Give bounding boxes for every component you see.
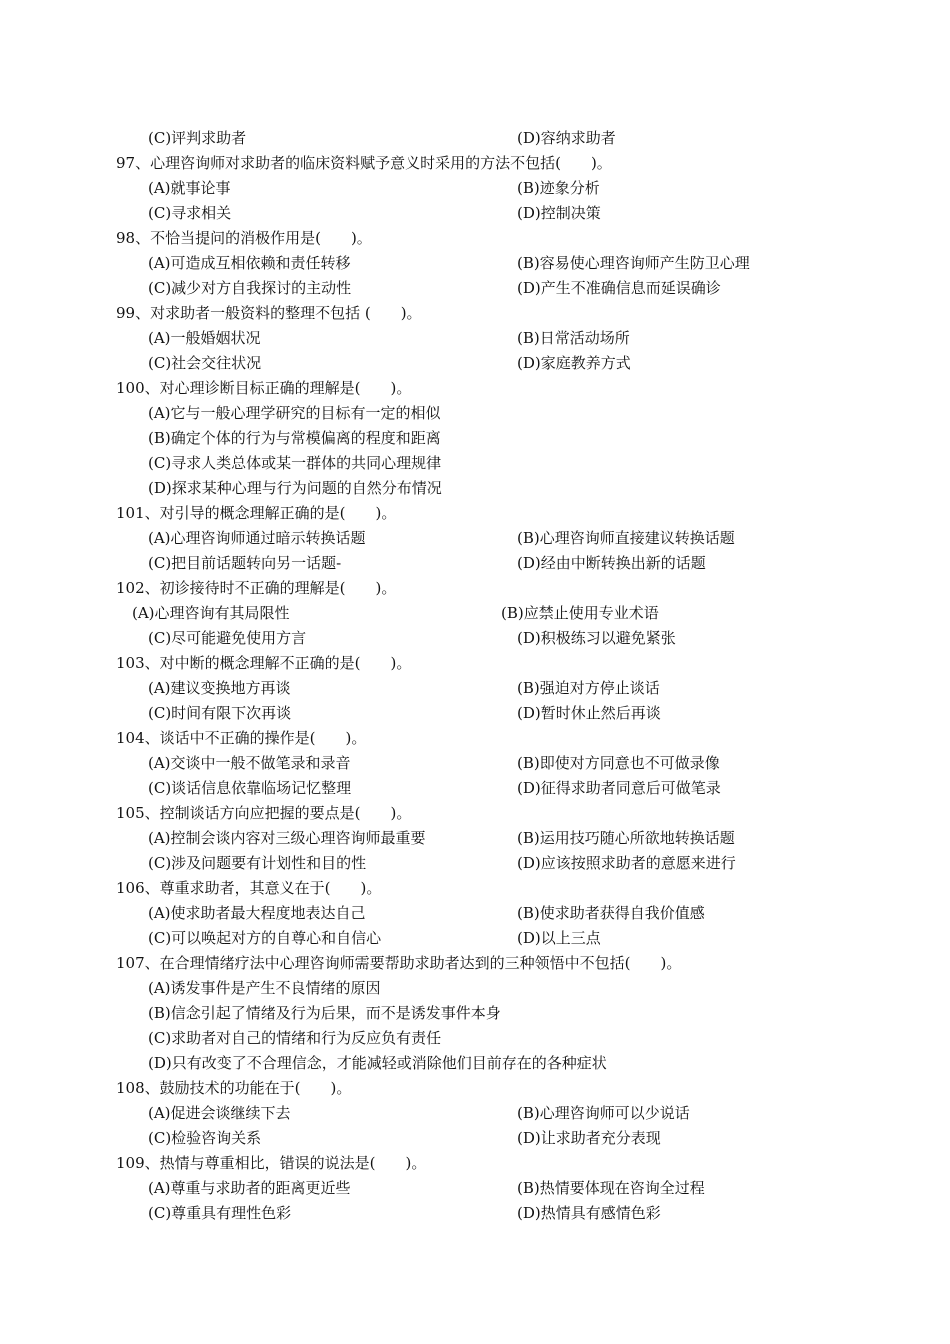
answer-option: (D)积极练习以避免紧张: [517, 629, 676, 647]
question-stem: 100、对心理诊断目标正确的理解是( )。: [116, 379, 412, 397]
answer-option: (D)应该按照求助者的意愿来进行: [517, 854, 736, 872]
answer-option: (C)尽可能避免使用方言: [148, 629, 307, 647]
answer-option: (D)只有改变了不合理信念，才能减轻或消除他们目前存在的各种症状: [148, 1054, 607, 1072]
answer-option: (B)信念引起了情绪及行为后果，而不是诱发事件本身: [148, 1004, 501, 1022]
answer-option: (A)使求助者最大程度地表达自己: [148, 904, 366, 922]
question-stem: 103、对中断的概念理解不正确的是( )。: [116, 654, 412, 672]
answer-option: (D)家庭教养方式: [517, 354, 631, 372]
answer-option: (A)交谈中一般不做笔录和录音: [148, 754, 351, 772]
answer-option: (B)迹象分析: [517, 179, 600, 197]
answer-option: (C)可以唤起对方的自尊心和自信心: [148, 929, 382, 947]
answer-option: (D)热情具有感情色彩: [517, 1204, 661, 1222]
answer-option: (B)强迫对方停止谈话: [517, 679, 660, 697]
question-stem: 101、对引导的概念理解正确的是( )。: [116, 504, 397, 522]
answer-option: (B)热情要体现在咨询全过程: [517, 1179, 705, 1197]
question-stem: 107、在合理情绪疗法中心理咨询师需要帮助求助者达到的三种领悟中不包括( )。: [116, 954, 682, 972]
answer-option: (C)寻求人类总体或某一群体的共同心理规律: [148, 454, 442, 472]
answer-option: (D)以上三点: [517, 929, 601, 947]
answer-option: (C)谈话信息依靠临场记忆整理: [148, 779, 352, 797]
answer-option: (B)确定个体的行为与常模偏离的程度和距离: [148, 429, 441, 447]
answer-option: (A)控制会谈内容对三级心理咨询师最重要: [148, 829, 426, 847]
question-stem: 108、鼓励技术的功能在于( )。: [116, 1079, 352, 1097]
answer-option: (C)减少对方自我探讨的主动性: [148, 279, 352, 297]
question-stem: 105、控制谈话方向应把握的要点是( )。: [116, 804, 412, 822]
answer-option: (A)建议变换地方再谈: [148, 679, 291, 697]
answer-option: (D)让求助者充分表现: [517, 1129, 661, 1147]
answer-option: (C)涉及问题要有计划性和目的性: [148, 854, 367, 872]
answer-option: (B)即使对方同意也不可做录像: [517, 754, 720, 772]
answer-option: (D)控制决策: [517, 204, 601, 222]
question-stem: 109、热情与尊重相比，错误的说法是( )。: [116, 1154, 427, 1172]
answer-option: (C)尊重具有理性色彩: [148, 1204, 292, 1222]
answer-option: (A)可造成互相依赖和责任转移: [148, 254, 351, 272]
question-stem: 104、谈话中不正确的操作是( )。: [116, 729, 367, 747]
answer-option: (B)运用技巧随心所欲地转换话题: [517, 829, 735, 847]
answer-option: (B)容易使心理咨询师产生防卫心理: [517, 254, 750, 272]
answer-option: (A)一般婚姻状况: [148, 329, 261, 347]
answer-option: (C)寻求相关: [148, 204, 232, 222]
question-stem: 99、对求助者一般资料的整理不包括 ( )。: [116, 304, 422, 322]
answer-option: (C)把目前话题转向另一话题-: [148, 554, 342, 572]
answer-option: (B)使求助者获得自我价值感: [517, 904, 705, 922]
answer-option: (A)诱发事件是产生不良情绪的原因: [148, 979, 381, 997]
answer-option: (C)评判求助者: [148, 129, 247, 147]
answer-option: (D)暂时休止然后再谈: [517, 704, 661, 722]
question-stem: 97、心理咨询师对求助者的临床资料赋予意义时采用的方法不包括( )。: [116, 154, 612, 172]
answer-option: (A)心理咨询有其局限性: [132, 604, 290, 622]
answer-option: (C)时间有限下次再谈: [148, 704, 292, 722]
answer-option: (D)产生不准确信息而延误确诊: [517, 279, 721, 297]
answer-option: (D)征得求助者同意后可做笔录: [517, 779, 721, 797]
question-stem: 98、不恰当提问的消极作用是( )。: [116, 229, 372, 247]
answer-option: (B)应禁止使用专业术语: [501, 604, 659, 622]
answer-option: (C)求助者对自己的情绪和行为反应负有责任: [148, 1029, 442, 1047]
answer-option: (A)促进会谈继续下去: [148, 1104, 291, 1122]
answer-option: (A)尊重与求助者的距离更近些: [148, 1179, 351, 1197]
answer-option: (B)心理咨询师可以少说话: [517, 1104, 690, 1122]
answer-option: (D)容纳求助者: [517, 129, 616, 147]
answer-option: (A)它与一般心理学研究的目标有一定的相似: [148, 404, 441, 422]
answer-option: (C)检验咨询关系: [148, 1129, 262, 1147]
answer-option: (B)心理咨询师直接建议转换话题: [517, 529, 735, 547]
answer-option: (C)社会交往状况: [148, 354, 262, 372]
answer-option: (A)心理咨询师通过暗示转换话题: [148, 529, 366, 547]
answer-option: (D)探求某种心理与行为问题的自然分布情况: [148, 479, 442, 497]
answer-option: (B)日常活动场所: [517, 329, 630, 347]
question-stem: 102、初诊接待时不正确的理解是( )。: [116, 579, 397, 597]
answer-option: (A)就事论事: [148, 179, 231, 197]
answer-option: (D)经由中断转换出新的话题: [517, 554, 706, 572]
question-stem: 106、尊重求助者，其意义在于( )。: [116, 879, 382, 897]
